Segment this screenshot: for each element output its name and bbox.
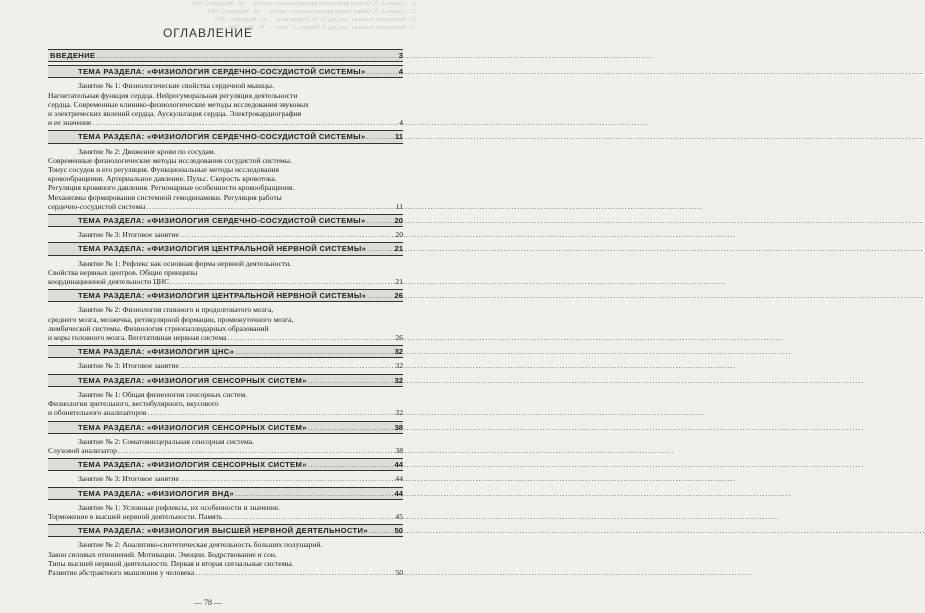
description-last-line xyxy=(48,512,403,521)
section-title: ТЕМА РАЗДЕЛА: «ФИЗИОЛОГИЯ ВНД» xyxy=(78,488,234,498)
section-heading[interactable] xyxy=(48,374,403,387)
description-last-line xyxy=(48,118,403,127)
lesson-heading xyxy=(48,259,403,268)
lesson-title: Занятие № 2: Физиология спинного и продолговатого мозга, xyxy=(78,305,274,315)
dot-leader xyxy=(227,333,391,342)
description-line: Типы высшей нервной деятельности. Первая и вторая сигнальные системы. xyxy=(48,558,294,568)
page-ref: 50 xyxy=(394,526,403,536)
description-line: и коры головного мозга. Вегетативная нервная система xyxy=(48,333,227,343)
page-ref: 4 xyxy=(398,67,403,77)
dot-leader xyxy=(180,474,391,483)
toc-entry[interactable] xyxy=(48,361,403,370)
dot-leader xyxy=(146,202,391,211)
section-title: ТЕМА РАЗДЕЛА: «ФИЗИОЛОГИЯ ЦЕНТРАЛЬНОЙ НЕРВНОЙ СИСТЕМЫ» xyxy=(78,291,367,301)
page-ref: 32 xyxy=(395,361,403,371)
dot-leader xyxy=(308,376,391,385)
description-line: и ее значение xyxy=(48,118,92,128)
page-ref: 50 xyxy=(395,567,403,577)
dot-leader xyxy=(308,423,391,432)
page-ref: 32 xyxy=(394,347,403,357)
page-ref: 38 xyxy=(394,422,403,432)
page-ref: 3 xyxy=(398,51,403,60)
page-ref: 26 xyxy=(395,333,403,343)
lesson-description xyxy=(48,91,403,128)
lesson-heading xyxy=(48,390,403,399)
page-ref: 4 xyxy=(399,118,403,128)
dot-leader xyxy=(369,526,391,535)
page-ref: 26 xyxy=(394,291,403,301)
page-ref: 32 xyxy=(394,375,403,385)
page-ref: 44 xyxy=(395,474,403,484)
lesson-title: Занятие № 3: Итоговое занятие xyxy=(78,474,179,484)
dot-leader xyxy=(195,568,391,577)
page-ref: 45 xyxy=(395,511,403,521)
lesson-title: Занятие № 3: Итоговое занятие xyxy=(78,361,179,371)
description-last-line xyxy=(48,568,403,577)
section-title: ТЕМА РАЗДЕЛА: «ФИЗИОЛОГИЯ СЕРДЕЧНО-СОСУДИСТОЙ СИСТЕМЫ» xyxy=(78,132,366,142)
description-line: Регуляция кровяного давления. Регионарные особенности кровообращения. xyxy=(48,183,295,193)
lesson-heading xyxy=(48,361,403,370)
dot-leader xyxy=(96,51,391,60)
lesson-heading xyxy=(48,305,403,314)
page-ref: 32 xyxy=(395,408,403,418)
lesson-heading xyxy=(48,147,403,156)
description-line: и электрических явлений сердца. Аускультация сердца. Электрокардиография xyxy=(48,109,302,119)
section-heading[interactable] xyxy=(48,487,403,500)
section-heading[interactable] xyxy=(48,524,403,537)
description-line: Нагнетательная функция сердца. Нейрогуморальная регуляция деятельности xyxy=(48,90,298,100)
section-title: ТЕМА РАЗДЕЛА: «ФИЗИОЛОГИЯ СЕРДЕЧНО-СОСУДИСТОЙ СИСТЕМЫ» xyxy=(78,216,366,226)
description-last-line xyxy=(48,408,403,417)
page-ref: 11 xyxy=(395,201,403,211)
lesson-description xyxy=(48,550,403,578)
dot-leader xyxy=(92,118,391,127)
description-line: лимбической системы. Физиология стриопаллидарных образований xyxy=(48,323,269,333)
section-heading[interactable] xyxy=(48,345,403,358)
dot-leader xyxy=(180,230,391,239)
page-ref: 20 xyxy=(395,230,403,240)
lesson-title: Занятие № 2: Аналитико-синтетическая деятельность больших полушарий. xyxy=(78,540,323,550)
section-title: ТЕМА РАЗДЕЛА: «ФИЗИОЛОГИЯ СЕНСОРНЫХ СИСТЕМ» xyxy=(78,375,307,385)
description-line: Закон силовых отношений. Мотивации. Эмоции. Бодрствование и сон. xyxy=(48,549,277,559)
toc-entry[interactable] xyxy=(48,81,403,127)
toc-entry[interactable] xyxy=(48,474,403,483)
section-heading[interactable] xyxy=(48,65,403,78)
description-line: Физиология зрительного, вестибулярного, вкусового xyxy=(48,399,219,409)
dot-leader xyxy=(367,244,391,253)
description-line: Тонус сосудов и его регуляция. Функциональные методы исследования xyxy=(48,165,279,175)
toc-entry[interactable] xyxy=(48,305,403,342)
lesson-description xyxy=(48,399,403,417)
description-line: и обонятельного анализаторов xyxy=(48,408,147,418)
description-line: Развитие абстрактного мышления у человека xyxy=(48,567,195,577)
lesson-description xyxy=(48,268,403,286)
lesson-heading xyxy=(48,230,403,239)
dot-leader xyxy=(235,347,391,356)
lesson-heading xyxy=(48,503,403,512)
toc-entry[interactable] xyxy=(48,437,403,455)
dot-leader xyxy=(148,408,392,417)
description-line: Современные физиологические методы исследования сосудистой системы. xyxy=(48,155,292,165)
description-last-line xyxy=(48,333,403,342)
lesson-description xyxy=(48,446,403,455)
table-of-contents xyxy=(48,46,403,577)
section-title: ТЕМА РАЗДЕЛА: «ФИЗИОЛОГИЯ СЕНСОРНЫХ СИСТЕМ» xyxy=(78,422,307,432)
section-heading[interactable] xyxy=(48,49,403,62)
page-ref: 38 xyxy=(395,445,403,455)
section-title: ВВЕДЕНИЕ xyxy=(50,51,96,60)
lesson-title: Занятие № 1: Условные рефлексы, их особенности и значение. xyxy=(78,502,281,512)
dot-leader xyxy=(367,67,391,76)
toc-entry[interactable] xyxy=(48,540,403,577)
lesson-title: Занятие № 1: Физиологические свойства сердечной мышцы. xyxy=(78,81,274,91)
description-line: координационной деятельности ЦНС xyxy=(48,277,170,287)
lesson-heading xyxy=(48,81,403,90)
section-heading[interactable] xyxy=(48,458,403,471)
dot-leader xyxy=(308,460,391,469)
lesson-title: Занятие № 1: Рефлекс как основная форма нервной деятельности. xyxy=(78,258,292,268)
dot-leader xyxy=(118,446,391,455)
dot-leader xyxy=(367,132,391,141)
dot-leader xyxy=(235,489,391,498)
page-ref: 21 xyxy=(394,244,403,254)
dot-leader xyxy=(367,291,391,300)
lesson-title: Занятие № 2: Движение крови по сосудам. xyxy=(78,146,216,156)
description-line: Механизмы формирования системной гемодинамики. Регуляция работы xyxy=(48,192,282,202)
lesson-heading xyxy=(48,437,403,446)
lesson-title: Занятие № 2: Соматовисцеральная сенсорная система. xyxy=(78,436,254,446)
section-heading[interactable] xyxy=(48,421,403,434)
description-line: Свойства нервных центров. Общие принципы xyxy=(48,267,198,277)
description-line: Слуховой анализатор xyxy=(48,445,117,455)
description-line: сердечно-сосудистой системы xyxy=(48,201,146,211)
bleed-through-text: 21. Судаков К. В. Основы физиологии функциональных систем. — М.: Медицина, 1983. 22. Судаков К. В. Общая теория функциональных систем. — М.: Медицина, 1984. 23. Физиология человека / под ред. В. М. Покровского. — М.: Медицина, 1997. 24. Физиология человека / под ред. Р. Шмидта, Г. Тевса. — М.: Мир, 1996. xyxy=(190,1,416,31)
section-heading[interactable] xyxy=(48,289,403,302)
section-title: ТЕМА РАЗДЕЛА: «ФИЗИОЛОГИЯ ЦЕНТРАЛЬНОЙ НЕРВНОЙ СИСТЕМЫ» xyxy=(78,244,367,254)
section-title: ТЕМА РАЗДЕЛА: «ФИЗИОЛОГИЯ ЦНС» xyxy=(78,347,235,357)
description-line: среднего мозга, мозжечка, ретикулярной формации, промежуточного мозга, xyxy=(48,314,294,324)
description-line: кровообращения. Артериальное давление. Пульс. Скорость кровотока. xyxy=(48,174,277,184)
lesson-heading xyxy=(48,540,403,549)
description-line: сердца. Современные клинико-физиологические методы исследования звуковых xyxy=(48,99,309,109)
section-heading[interactable] xyxy=(48,130,403,143)
lesson-title: Занятие № 3: Итоговое занятие xyxy=(78,230,179,240)
section-heading[interactable] xyxy=(48,242,403,255)
dot-leader xyxy=(170,277,391,286)
dot-leader xyxy=(180,361,391,370)
lesson-description xyxy=(48,156,403,211)
page-ref: 44 xyxy=(394,488,403,498)
section-title: ТЕМА РАЗДЕЛА: «ФИЗИОЛОГИЯ ВЫСШЕЙ НЕРВНОЙ ДЕЯТЕЛЬНОСТИ» xyxy=(78,526,368,536)
toc-entry[interactable] xyxy=(48,147,403,211)
page-ref: 44 xyxy=(394,460,403,470)
toc-entry[interactable] xyxy=(48,390,403,418)
section-title: ТЕМА РАЗДЕЛА: «ФИЗИОЛОГИЯ СЕНСОРНЫХ СИСТЕМ» xyxy=(78,460,307,470)
section-title: ТЕМА РАЗДЕЛА: «ФИЗИОЛОГИЯ СЕРДЕЧНО-СОСУДИСТОЙ СИСТЕМЫ» xyxy=(78,67,366,77)
lesson-description xyxy=(48,315,403,343)
page-ref: 11 xyxy=(394,132,403,142)
section-heading[interactable] xyxy=(48,214,403,227)
toc-entry[interactable] xyxy=(48,230,403,239)
description-last-line xyxy=(48,277,403,286)
toc-entry[interactable] xyxy=(48,259,403,287)
page-number: — 78 — xyxy=(194,598,222,607)
toc-entry[interactable] xyxy=(48,503,403,521)
lesson-heading xyxy=(48,474,403,483)
lesson-description xyxy=(48,512,403,521)
description-last-line xyxy=(48,446,403,455)
page-title: ОГЛАВЛЕНИЕ xyxy=(162,26,254,40)
page-ref: 20 xyxy=(394,216,403,226)
description-line: Торможение в высшей нервной деятельности. Память xyxy=(48,511,223,521)
lesson-title: Занятие № 1: Общая физиология сенсорных систем. xyxy=(78,389,248,399)
book-page xyxy=(0,0,416,613)
dot-leader xyxy=(223,512,391,521)
dot-leader xyxy=(367,216,391,225)
description-last-line xyxy=(48,202,403,211)
page-ref: 21 xyxy=(395,277,403,287)
